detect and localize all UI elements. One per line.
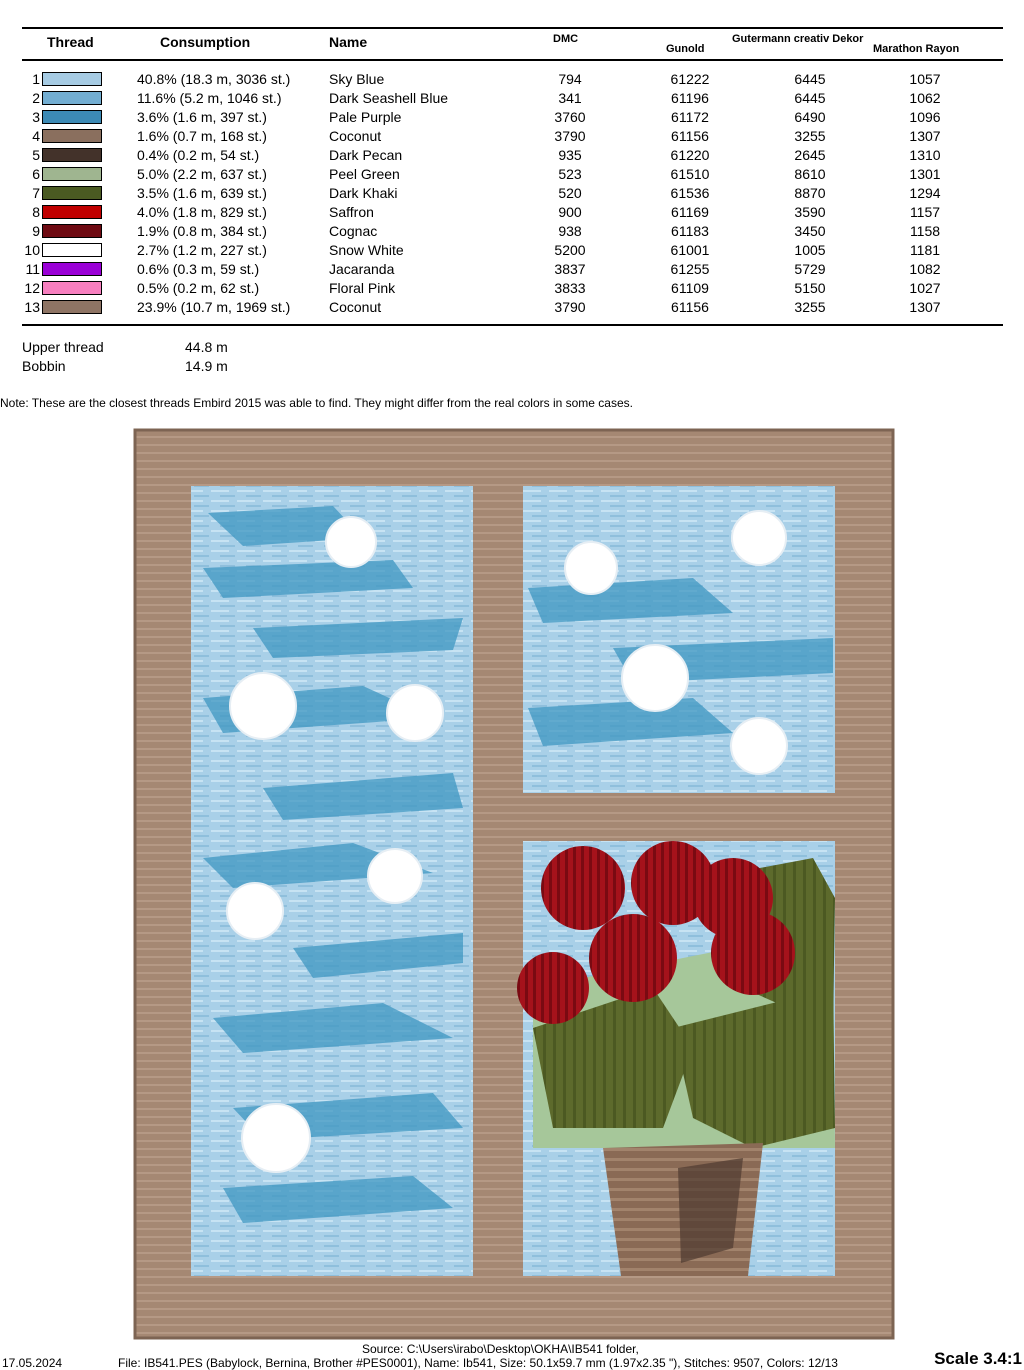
thread-gutermann: 3255	[794, 128, 826, 144]
thread-row	[0, 146, 1024, 165]
thread-gutermann: 1005	[794, 242, 826, 258]
thread-row	[0, 298, 1024, 317]
thread-gutermann: 6445	[794, 90, 826, 106]
thread-number: 12	[24, 280, 40, 296]
thread-dmc: 3790	[554, 299, 586, 315]
thread-name: Coconut	[329, 128, 382, 144]
bobbin-value: 14.9 m	[185, 358, 228, 374]
thread-row	[0, 241, 1024, 260]
upper-thread-value: 44.8 m	[185, 339, 228, 355]
thread-marathon: 1307	[909, 128, 941, 144]
thread-marathon: 1062	[909, 90, 941, 106]
thread-gunold: 61156	[671, 128, 709, 144]
thread-consumption: 11.6% (5.2 m, 1046 st.)	[137, 90, 282, 106]
thread-gutermann: 8610	[794, 166, 826, 182]
thread-consumption: 2.7% (1.2 m, 227 st.)	[137, 242, 267, 258]
thread-color-swatch	[42, 300, 102, 314]
thread-name: Sky Blue	[329, 71, 385, 87]
thread-consumption: 1.9% (0.8 m, 384 st.)	[137, 223, 267, 239]
thread-gunold: 61172	[671, 109, 709, 125]
thread-row	[0, 203, 1024, 222]
thread-number: 13	[24, 299, 40, 315]
thread-dmc: 794	[558, 71, 582, 87]
thread-gunold: 61220	[670, 147, 710, 163]
thread-color-swatch	[42, 243, 102, 257]
thread-name: Floral Pink	[329, 280, 396, 296]
thread-gutermann: 3450	[794, 223, 826, 239]
table-header-rule	[22, 59, 1003, 61]
thread-marathon: 1307	[909, 299, 941, 315]
thread-gutermann: 3255	[794, 299, 826, 315]
header-dmc: DMC	[553, 33, 579, 45]
thread-row	[0, 279, 1024, 298]
thread-number: 7	[32, 185, 40, 201]
thread-gutermann: 5150	[794, 280, 826, 296]
thread-gunold: 61001	[670, 242, 710, 258]
thread-color-swatch	[42, 167, 102, 181]
thread-dmc: 3760	[554, 109, 586, 125]
thread-gutermann: 5729	[794, 261, 826, 277]
table-top-rule	[22, 27, 1003, 29]
thread-gunold: 61169	[671, 204, 709, 220]
thread-number: 2	[32, 90, 40, 106]
thread-row	[0, 184, 1024, 203]
thread-gunold: 61109	[671, 280, 709, 296]
thread-gutermann: 3590	[794, 204, 826, 220]
thread-gunold: 61510	[670, 166, 710, 182]
thread-number: 3	[32, 109, 40, 125]
thread-color-swatch	[42, 91, 102, 105]
thread-marathon: 1310	[909, 147, 941, 163]
thread-color-swatch	[42, 205, 102, 219]
thread-name: Coconut	[329, 299, 382, 315]
thread-dmc: 341	[558, 90, 582, 106]
thread-name: Saffron	[329, 204, 374, 220]
table-bottom-rule	[22, 324, 1003, 326]
thread-name: Jacaranda	[329, 261, 395, 277]
thread-consumption: 0.4% (0.2 m, 54 st.)	[137, 147, 260, 163]
thread-gunold: 61222	[670, 71, 710, 87]
thread-dmc: 900	[558, 204, 582, 220]
upper-thread-label: Upper thread	[22, 339, 104, 355]
footer-file-info: File: IB541.PES (Babylock, Bernina, Brother #PES0001), Name: Ib541, Size: 50.1x59.7 mm (1.97x2.35 "), Stitches: 9507, Colors: 12/13	[118, 1356, 838, 1370]
footer-source: Source: C:\Users\irabo\Desktop\OKHA\IB541 folder,	[362, 1342, 639, 1356]
thread-marathon: 1027	[909, 280, 941, 296]
thread-color-swatch	[42, 281, 102, 295]
thread-color-swatch	[42, 186, 102, 200]
thread-gutermann: 6445	[794, 71, 826, 87]
scale-label: Scale 3.4:1	[934, 1349, 1022, 1368]
thread-name: Peel Green	[329, 166, 400, 182]
thread-row	[0, 108, 1024, 127]
thread-gutermann: 8870	[794, 185, 826, 201]
thread-number: 6	[32, 166, 40, 182]
thread-marathon: 1301	[909, 166, 941, 182]
thread-name: Dark Khaki	[329, 185, 398, 201]
thread-number: 8	[32, 204, 40, 220]
thread-name: Pale Purple	[329, 109, 402, 125]
thread-name: Snow White	[329, 242, 404, 258]
thread-marathon: 1082	[909, 261, 941, 277]
thread-name: Cognac	[329, 223, 378, 239]
thread-gunold: 61536	[670, 185, 710, 201]
thread-color-swatch	[42, 148, 102, 162]
header-gutermann: Gutermann creativ Dekor	[732, 33, 864, 45]
thread-color-swatch	[42, 224, 102, 238]
thread-marathon: 1057	[909, 71, 941, 87]
thread-color-swatch	[42, 110, 102, 124]
thread-number: 5	[32, 147, 40, 163]
header-thread: Thread	[47, 34, 94, 50]
thread-dmc: 3790	[554, 128, 586, 144]
thread-gunold: 61255	[670, 261, 710, 277]
thread-row	[0, 70, 1024, 89]
thread-marathon: 1096	[909, 109, 941, 125]
thread-consumption: 3.6% (1.6 m, 397 st.)	[137, 109, 267, 125]
thread-number: 1	[32, 71, 40, 87]
note-text: Note: These are the closest threads Embird 2015 was able to find. They might differ from the real colors in some cases.	[0, 396, 633, 410]
thread-consumption: 40.8% (18.3 m, 3036 st.)	[137, 71, 291, 87]
thread-gunold: 61156	[671, 299, 709, 315]
thread-consumption: 5.0% (2.2 m, 637 st.)	[137, 166, 267, 182]
thread-row	[0, 127, 1024, 146]
thread-number: 11	[25, 261, 40, 277]
thread-row	[0, 222, 1024, 241]
embroidery-design-preview	[133, 428, 895, 1340]
thread-consumption: 4.0% (1.8 m, 829 st.)	[137, 204, 267, 220]
thread-marathon: 1181	[909, 242, 941, 258]
thread-dmc: 520	[558, 185, 582, 201]
thread-dmc: 3833	[554, 280, 586, 296]
thread-color-swatch	[42, 72, 102, 86]
thread-consumption: 0.5% (0.2 m, 62 st.)	[137, 280, 260, 296]
thread-number: 9	[32, 223, 40, 239]
header-marathon: Marathon Rayon	[873, 43, 960, 55]
thread-consumption: 3.5% (1.6 m, 639 st.)	[137, 185, 267, 201]
thread-color-swatch	[42, 262, 102, 276]
thread-row	[0, 89, 1024, 108]
thread-number: 10	[24, 242, 40, 258]
thread-dmc: 3837	[554, 261, 586, 277]
thread-gunold: 61196	[671, 90, 709, 106]
footer-date: 17.05.2024	[2, 1356, 63, 1370]
thread-consumption: 1.6% (0.7 m, 168 st.)	[137, 128, 267, 144]
thread-row	[0, 260, 1024, 279]
thread-consumption: 23.9% (10.7 m, 1969 st.)	[137, 299, 291, 315]
bobbin-label: Bobbin	[22, 358, 66, 374]
thread-consumption: 0.6% (0.3 m, 59 st.)	[137, 261, 260, 277]
thread-marathon: 1158	[909, 223, 941, 239]
thread-number: 4	[32, 128, 40, 144]
thread-row	[0, 165, 1024, 184]
thread-marathon: 1294	[909, 185, 941, 201]
header-consumption: Consumption	[160, 34, 251, 50]
thread-name: Dark Pecan	[329, 147, 403, 163]
header-gunold: Gunold	[666, 43, 705, 55]
header-name: Name	[329, 34, 368, 50]
thread-gunold: 61183	[671, 223, 709, 239]
thread-name: Dark Seashell Blue	[329, 90, 449, 106]
thread-dmc: 938	[558, 223, 582, 239]
thread-marathon: 1157	[909, 204, 941, 220]
thread-gutermann: 2645	[794, 147, 826, 163]
thread-dmc: 5200	[554, 242, 586, 258]
thread-gutermann: 6490	[794, 109, 826, 125]
thread-color-swatch	[42, 129, 102, 143]
thread-dmc: 523	[558, 166, 582, 182]
thread-dmc: 935	[558, 147, 582, 163]
